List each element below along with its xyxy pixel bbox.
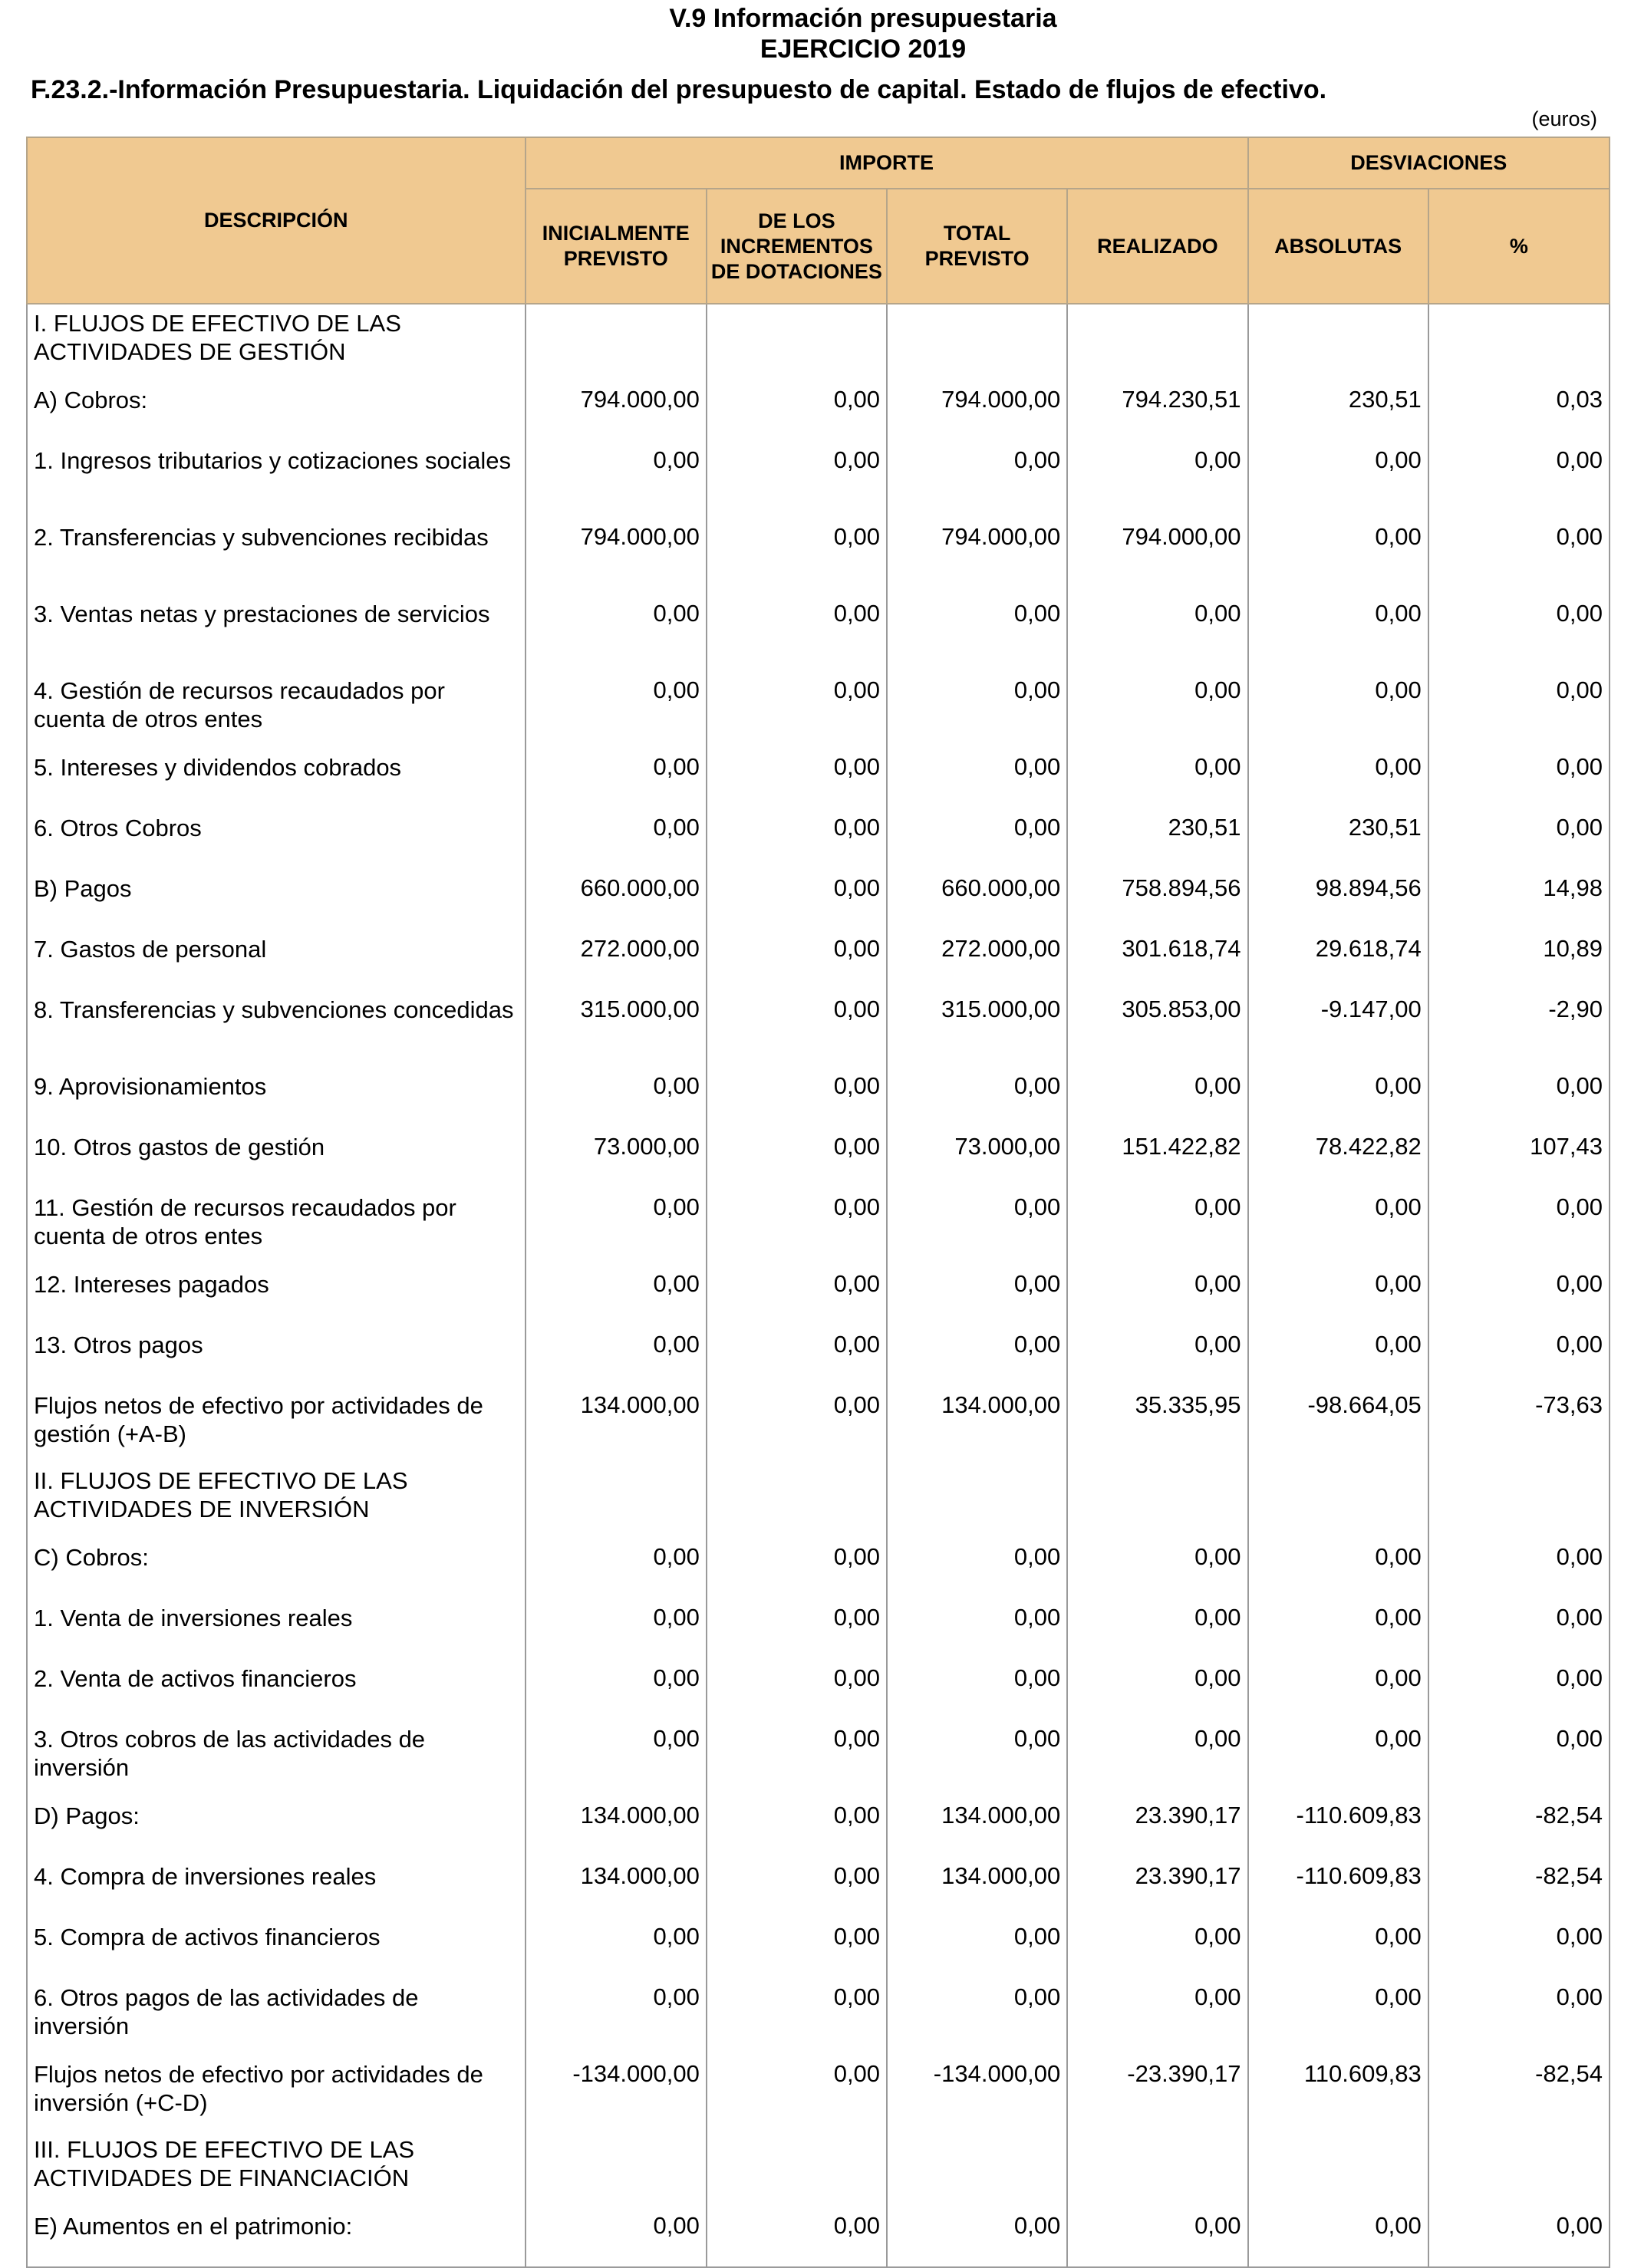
cell-realizado: 0,00: [1067, 1537, 1247, 1598]
cell-incrementos: 0,00: [707, 1187, 887, 1264]
group-header-importe: IMPORTE: [526, 137, 1248, 189]
cell-absolutas: 230,51: [1248, 808, 1428, 868]
cell-incrementos: 0,00: [707, 1856, 887, 1917]
cell-percent: 0,00: [1428, 1719, 1610, 1796]
row-description: D) Pagos:: [27, 1796, 526, 1856]
cell-inicial: 0,00: [526, 1917, 707, 1977]
cell-realizado: [1067, 2131, 1247, 2206]
fiscal-year-title: EJERCICIO 2019: [759, 35, 967, 64]
cell-total: 0,00: [887, 747, 1067, 808]
row-description: 8. Transferencias y subvenciones concedidas: [27, 989, 526, 1066]
cell-realizado: 0,00: [1067, 1977, 1247, 2054]
cell-realizado: 23.390,17: [1067, 1796, 1247, 1856]
cell-total: 134.000,00: [887, 1856, 1067, 1917]
cell-total: [887, 2131, 1067, 2206]
cell-incrementos: 0,00: [707, 929, 887, 989]
cell-total: 0,00: [887, 808, 1067, 868]
row-description: 11. Gestión de recursos recaudados por cuenta de otros entes: [27, 1187, 526, 1264]
cell-total: 794.000,00: [887, 380, 1067, 440]
cell-inicial: 0,00: [526, 594, 707, 670]
cell-incrementos: 0,00: [707, 1719, 887, 1796]
cell-total: 794.000,00: [887, 517, 1067, 594]
cell-realizado: 0,00: [1067, 1187, 1247, 1264]
table-row: [27, 1796, 1610, 1856]
row-description: II. FLUJOS DE EFECTIVO DE LAS ACTIVIDADES DE INVERSIÓN: [27, 1462, 526, 1537]
cell-percent: 0,00: [1428, 670, 1610, 747]
row-description: III. FLUJOS DE EFECTIVO DE LAS ACTIVIDADES DE FINANCIACIÓN: [27, 2131, 526, 2206]
row-description: 1. Venta de inversiones reales: [27, 1598, 526, 1658]
table-row: [27, 929, 1610, 989]
cell-percent: 0,00: [1428, 594, 1610, 670]
cell-inicial: 0,00: [526, 440, 707, 517]
cell-incrementos: 0,00: [707, 747, 887, 808]
cell-realizado: 305.853,00: [1067, 989, 1247, 1066]
table-row: [27, 1264, 1610, 1325]
row-description: 9. Aprovisionamientos: [27, 1066, 526, 1127]
cell-realizado: 0,00: [1067, 1917, 1247, 1977]
cell-incrementos: 0,00: [707, 1977, 887, 2054]
cell-inicial: 0,00: [526, 670, 707, 747]
row-description: 3. Ventas netas y prestaciones de servicios: [27, 594, 526, 670]
row-description: 7. Gastos de personal: [27, 929, 526, 989]
table-row: [27, 808, 1610, 868]
report-header: [0, 3, 1631, 64]
cell-incrementos: 0,00: [707, 2054, 887, 2131]
cell-percent: 0,00: [1428, 1977, 1610, 2054]
cell-absolutas: [1248, 304, 1428, 380]
cell-inicial: 73.000,00: [526, 1127, 707, 1187]
cell-realizado: 151.422,82: [1067, 1127, 1247, 1187]
cell-realizado: 23.390,17: [1067, 1856, 1247, 1917]
cell-incrementos: 0,00: [707, 517, 887, 594]
cell-realizado: 0,00: [1067, 1264, 1247, 1325]
cell-inicial: 0,00: [526, 1187, 707, 1264]
column-header-inicial: INICIALMENTE PREVISTO: [526, 189, 707, 304]
row-description: 6. Otros pagos de las actividades de inversión: [27, 1977, 526, 2054]
cell-percent: 0,00: [1428, 1325, 1610, 1385]
group-header-desviaciones: DESVIACIONES: [1248, 137, 1610, 189]
cell-realizado: 0,00: [1067, 1658, 1247, 1719]
cell-total: 0,00: [887, 1917, 1067, 1977]
report-subtitle: F.23.2.-Información Presupuestaria. Liquidación del presupuesto de capital. Estado de flujos de efectivo.: [31, 75, 1327, 104]
cell-inicial: 0,00: [526, 2206, 707, 2267]
cell-absolutas: 29.618,74: [1248, 929, 1428, 989]
cell-inicial: 0,00: [526, 808, 707, 868]
row-description: A) Cobros:: [27, 380, 526, 440]
cell-incrementos: 0,00: [707, 2206, 887, 2267]
cell-absolutas: 0,00: [1248, 1264, 1428, 1325]
table-row: [27, 380, 1610, 440]
table-row: [27, 1385, 1610, 1462]
row-description: Flujos netos de efectivo por actividades de inversión (+C-D): [27, 2054, 526, 2131]
table-row: [27, 1598, 1610, 1658]
cell-inicial: -134.000,00: [526, 2054, 707, 2131]
table-row: [27, 989, 1610, 1066]
row-description: 12. Intereses pagados: [27, 1264, 526, 1325]
cell-total: 0,00: [887, 670, 1067, 747]
row-description: 5. Intereses y dividendos cobrados: [27, 747, 526, 808]
cell-total: [887, 304, 1067, 380]
cell-incrementos: 0,00: [707, 1385, 887, 1462]
cell-realizado: [1067, 304, 1247, 380]
cell-inicial: 134.000,00: [526, 1856, 707, 1917]
cell-absolutas: -110.609,83: [1248, 1796, 1428, 1856]
cell-total: 0,00: [887, 1658, 1067, 1719]
cell-percent: -82,54: [1428, 1796, 1610, 1856]
cell-percent: [1428, 2131, 1610, 2206]
cell-percent: 107,43: [1428, 1127, 1610, 1187]
cell-incrementos: 0,00: [707, 1658, 887, 1719]
column-header-descripcion: DESCRIPCIÓN: [27, 137, 526, 304]
cell-incrementos: 0,00: [707, 1796, 887, 1856]
cell-absolutas: 0,00: [1248, 1598, 1428, 1658]
table-row: [27, 2206, 1610, 2267]
cell-incrementos: 0,00: [707, 1127, 887, 1187]
cell-inicial: 0,00: [526, 1658, 707, 1719]
cell-percent: 0,00: [1428, 1658, 1610, 1719]
cell-total: 0,00: [887, 2206, 1067, 2267]
cell-total: 0,00: [887, 1066, 1067, 1127]
table-row: [27, 2131, 1610, 2206]
cell-total: -134.000,00: [887, 2054, 1067, 2131]
cell-realizado: 230,51: [1067, 808, 1247, 868]
cell-total: 73.000,00: [887, 1127, 1067, 1187]
column-header-total: TOTAL PREVISTO: [887, 189, 1067, 304]
column-header-percent: %: [1428, 189, 1610, 304]
cell-total: 0,00: [887, 440, 1067, 517]
cell-percent: 0,00: [1428, 1066, 1610, 1127]
cell-percent: 0,00: [1428, 1187, 1610, 1264]
cell-absolutas: -98.664,05: [1248, 1385, 1428, 1462]
table-row: [27, 1066, 1610, 1127]
cell-inicial: 134.000,00: [526, 1385, 707, 1462]
cell-total: 0,00: [887, 1719, 1067, 1796]
cell-absolutas: -9.147,00: [1248, 989, 1428, 1066]
cell-percent: 10,89: [1428, 929, 1610, 989]
table-row: [27, 868, 1610, 929]
cell-inicial: [526, 1462, 707, 1537]
table-row: [27, 2054, 1610, 2131]
cell-absolutas: 0,00: [1248, 517, 1428, 594]
cell-inicial: 134.000,00: [526, 1796, 707, 1856]
cell-absolutas: 230,51: [1248, 380, 1428, 440]
column-header-absolutas: ABSOLUTAS: [1248, 189, 1428, 304]
cell-total: 0,00: [887, 1264, 1067, 1325]
cell-percent: -73,63: [1428, 1385, 1610, 1462]
cell-absolutas: [1248, 1462, 1428, 1537]
table-row: [27, 747, 1610, 808]
cell-realizado: 0,00: [1067, 670, 1247, 747]
table-row: [27, 594, 1610, 670]
cell-realizado: 758.894,56: [1067, 868, 1247, 929]
cell-incrementos: 0,00: [707, 670, 887, 747]
cell-absolutas: 0,00: [1248, 670, 1428, 747]
cell-realizado: 0,00: [1067, 1719, 1247, 1796]
cell-inicial: [526, 2131, 707, 2206]
table-row: [27, 1917, 1610, 1977]
table-row: [27, 517, 1610, 594]
cell-percent: 0,00: [1428, 440, 1610, 517]
cell-absolutas: [1248, 2131, 1428, 2206]
cell-inicial: 0,00: [526, 1719, 707, 1796]
cell-percent: [1428, 1462, 1610, 1537]
cell-absolutas: 0,00: [1248, 440, 1428, 517]
table-row: [27, 1462, 1610, 1537]
cell-total: 0,00: [887, 1977, 1067, 2054]
cell-realizado: 0,00: [1067, 1066, 1247, 1127]
row-description: Flujos netos de efectivo por actividades de gestión (+A-B): [27, 1385, 526, 1462]
cell-inicial: [526, 304, 707, 380]
cell-realizado: 0,00: [1067, 1325, 1247, 1385]
cell-percent: 0,00: [1428, 1537, 1610, 1598]
table-row: [27, 1719, 1610, 1796]
cell-percent: 0,00: [1428, 1598, 1610, 1658]
cell-absolutas: 0,00: [1248, 1658, 1428, 1719]
cell-inicial: 660.000,00: [526, 868, 707, 929]
cell-realizado: -23.390,17: [1067, 2054, 1247, 2131]
cell-realizado: 301.618,74: [1067, 929, 1247, 989]
cell-percent: -82,54: [1428, 1856, 1610, 1917]
row-description: 10. Otros gastos de gestión: [27, 1127, 526, 1187]
row-description: B) Pagos: [27, 868, 526, 929]
cell-percent: [1428, 304, 1610, 380]
cell-absolutas: 0,00: [1248, 1977, 1428, 2054]
cell-incrementos: 0,00: [707, 440, 887, 517]
cell-inicial: 0,00: [526, 1537, 707, 1598]
cell-total: 0,00: [887, 1325, 1067, 1385]
cell-realizado: [1067, 1462, 1247, 1537]
table-row: [27, 1856, 1610, 1917]
cell-inicial: 794.000,00: [526, 380, 707, 440]
table-row: [27, 1127, 1610, 1187]
table-row: [27, 440, 1610, 517]
cell-percent: 0,00: [1428, 808, 1610, 868]
cell-absolutas: 0,00: [1248, 1719, 1428, 1796]
cell-inicial: 315.000,00: [526, 989, 707, 1066]
cell-inicial: 0,00: [526, 1977, 707, 2054]
table-row: [27, 1658, 1610, 1719]
table-row: [27, 1977, 1610, 2054]
cell-absolutas: 110.609,83: [1248, 2054, 1428, 2131]
cell-realizado: 0,00: [1067, 594, 1247, 670]
cell-absolutas: 98.894,56: [1248, 868, 1428, 929]
cell-total: 0,00: [887, 1187, 1067, 1264]
cell-incrementos: [707, 304, 887, 380]
cell-incrementos: [707, 2131, 887, 2206]
cell-realizado: 0,00: [1067, 747, 1247, 808]
cell-total: 272.000,00: [887, 929, 1067, 989]
cell-absolutas: -110.609,83: [1248, 1856, 1428, 1917]
cell-absolutas: 78.422,82: [1248, 1127, 1428, 1187]
cell-incrementos: [707, 1462, 887, 1537]
cell-incrementos: 0,00: [707, 1917, 887, 1977]
cell-realizado: 35.335,95: [1067, 1385, 1247, 1462]
cell-inicial: 0,00: [526, 1325, 707, 1385]
cell-incrementos: 0,00: [707, 594, 887, 670]
cell-realizado: 794.230,51: [1067, 380, 1247, 440]
cell-incrementos: 0,00: [707, 989, 887, 1066]
row-description: 4. Gestión de recursos recaudados por cuenta de otros entes: [27, 670, 526, 747]
cell-percent: 0,00: [1428, 1917, 1610, 1977]
cell-absolutas: 0,00: [1248, 1066, 1428, 1127]
table-row: [27, 670, 1610, 747]
table-row: [27, 304, 1610, 380]
cell-total: 134.000,00: [887, 1385, 1067, 1462]
cell-percent: 0,00: [1428, 2206, 1610, 2267]
row-description: 6. Otros Cobros: [27, 808, 526, 868]
row-description: 2. Transferencias y subvenciones recibidas: [27, 517, 526, 594]
table-row: [27, 1187, 1610, 1264]
cell-incrementos: 0,00: [707, 380, 887, 440]
cell-percent: 0,03: [1428, 380, 1610, 440]
cell-absolutas: 0,00: [1248, 2206, 1428, 2267]
cash-flow-table: [26, 137, 1610, 2268]
cell-absolutas: 0,00: [1248, 1325, 1428, 1385]
row-description: 5. Compra de activos financieros: [27, 1917, 526, 1977]
cell-inicial: 794.000,00: [526, 517, 707, 594]
cell-percent: 0,00: [1428, 517, 1610, 594]
column-header-incrementos: DE LOS INCREMENTOS DE DOTACIONES: [707, 189, 887, 304]
cell-total: 660.000,00: [887, 868, 1067, 929]
cell-percent: 0,00: [1428, 747, 1610, 808]
cell-incrementos: 0,00: [707, 1598, 887, 1658]
cell-incrementos: 0,00: [707, 868, 887, 929]
cell-realizado: 0,00: [1067, 1598, 1247, 1658]
table-row: [27, 1325, 1610, 1385]
section-title: V.9 Información presupuestaria: [669, 4, 1057, 33]
cell-absolutas: 0,00: [1248, 747, 1428, 808]
cell-total: 0,00: [887, 1537, 1067, 1598]
row-description: 13. Otros pagos: [27, 1325, 526, 1385]
cell-total: 315.000,00: [887, 989, 1067, 1066]
row-description: 4. Compra de inversiones reales: [27, 1856, 526, 1917]
cell-percent: -82,54: [1428, 2054, 1610, 2131]
row-description: E) Aumentos en el patrimonio:: [27, 2206, 526, 2267]
cell-incrementos: 0,00: [707, 1066, 887, 1127]
cell-incrementos: 0,00: [707, 1537, 887, 1598]
row-description: 2. Venta de activos financieros: [27, 1658, 526, 1719]
row-description: C) Cobros:: [27, 1537, 526, 1598]
cell-inicial: 272.000,00: [526, 929, 707, 989]
cell-percent: 0,00: [1428, 1264, 1610, 1325]
row-description: 1. Ingresos tributarios y cotizaciones sociales: [27, 440, 526, 517]
cell-total: 0,00: [887, 594, 1067, 670]
cell-inicial: 0,00: [526, 1598, 707, 1658]
column-header-realizado: REALIZADO: [1067, 189, 1247, 304]
currency-unit: (euros): [1531, 107, 1597, 130]
cell-total: 134.000,00: [887, 1796, 1067, 1856]
cell-percent: -2,90: [1428, 989, 1610, 1066]
row-description: I. FLUJOS DE EFECTIVO DE LAS ACTIVIDADES DE GESTIÓN: [27, 304, 526, 380]
cell-realizado: 0,00: [1067, 2206, 1247, 2267]
cell-inicial: 0,00: [526, 747, 707, 808]
cell-absolutas: 0,00: [1248, 1187, 1428, 1264]
cell-incrementos: 0,00: [707, 808, 887, 868]
cell-incrementos: 0,00: [707, 1325, 887, 1385]
cell-absolutas: 0,00: [1248, 594, 1428, 670]
cell-absolutas: 0,00: [1248, 1917, 1428, 1977]
cell-inicial: 0,00: [526, 1264, 707, 1325]
cell-total: 0,00: [887, 1598, 1067, 1658]
cell-realizado: 0,00: [1067, 440, 1247, 517]
cell-inicial: 0,00: [526, 1066, 707, 1127]
cell-realizado: 794.000,00: [1067, 517, 1247, 594]
row-description: 3. Otros cobros de las actividades de inversión: [27, 1719, 526, 1796]
cell-percent: 14,98: [1428, 868, 1610, 929]
table-row: [27, 1537, 1610, 1598]
cell-incrementos: 0,00: [707, 1264, 887, 1325]
cell-absolutas: 0,00: [1248, 1537, 1428, 1598]
cell-total: [887, 1462, 1067, 1537]
